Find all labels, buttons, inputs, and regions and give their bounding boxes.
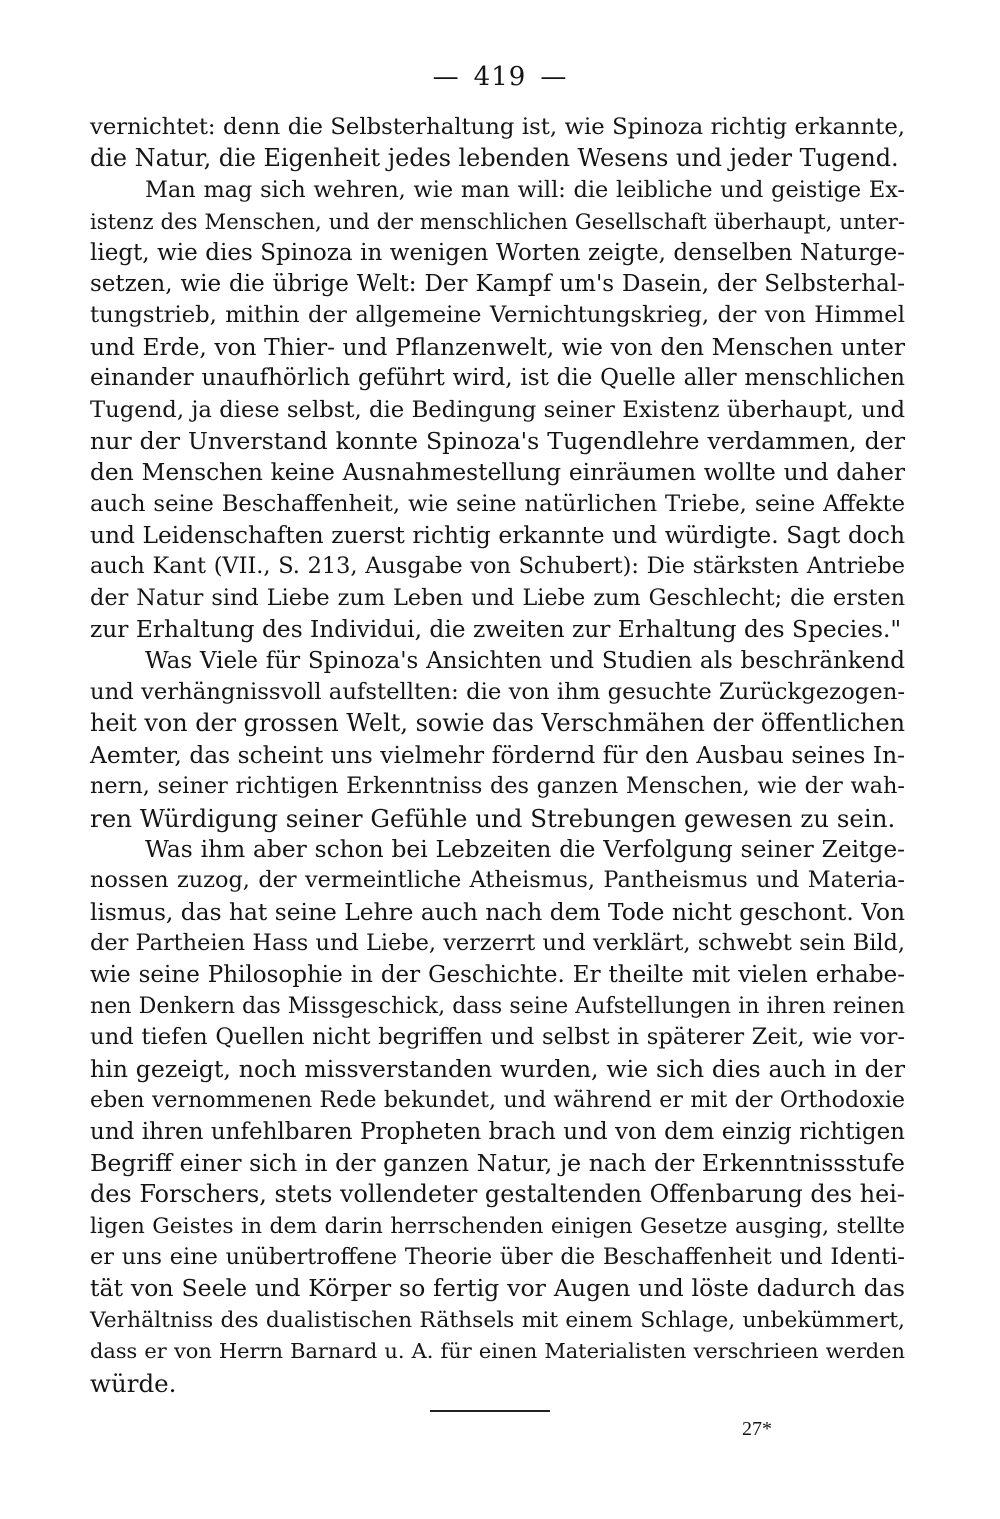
- text-line: und Erde, von Thier- und Pflanzenwelt, wie von den Menschen unter: [90, 333, 905, 361]
- text-line: und ihren unfehlbaren Propheten brach und von dem einzig richtigen: [90, 1118, 905, 1145]
- text-line: nern, seiner richtigen Erkenntniss des ganzen Menschen, wie der wah-: [90, 773, 905, 800]
- text-line: zur Erhaltung des Individui, die zweiten zur Erhaltung des Species.": [90, 616, 902, 644]
- text-line: setzen, wie die übrige Welt: Der Kampf um's Dasein, der Selbsterhal-: [90, 270, 905, 297]
- text-line: einander unaufhörlich geführt wird, ist die Quelle aller menschlichen: [90, 365, 905, 392]
- text-line: eben vernommenen Rede bekundet, und während er mit der Orthodoxie: [90, 1087, 905, 1114]
- text-line: und Leidenschaften zuerst richtig erkannte und würdigte. Sagt doch: [90, 522, 905, 550]
- text-line: Aemter, das scheint uns vielmehr fördernd für den Ausbau seines In-: [90, 741, 905, 769]
- text-line: der Partheien Hass und Liebe, verzerrt und verklärt, schwebt sein Bild,: [90, 930, 905, 957]
- text-line: und tiefen Quellen nicht begriffen und selbst in späterer Zeit, wie vor-: [90, 1024, 905, 1051]
- text-line: der Natur sind Liebe zum Leben und Liebe zum Geschlecht; die ersten: [90, 584, 905, 611]
- text-line: Was ihm aber schon bei Lebzeiten die Verfolgung seiner Zeitge-: [145, 835, 905, 863]
- text-line: nossen zuzog, der vermeintliche Atheismus, Pantheismus und Materia-: [90, 867, 905, 894]
- text-line: dass er von Herrn Barnard u. A. für einen Materialisten verschrieen werden: [90, 1339, 905, 1364]
- text-line: Begriff einer sich in der ganzen Natur, je nach der Erkenntnissstufe: [90, 1148, 905, 1177]
- signature-mark: 27*: [742, 1418, 772, 1440]
- body-text: [90, 112, 905, 1399]
- text-line: auch Kant (VII., S. 213, Ausgabe von Schubert): Die stärksten Antriebe: [90, 553, 905, 580]
- text-line: hin gezeigt, noch missverstanden wurden, wie sich dies auch in der: [90, 1054, 905, 1083]
- text-line: tät von Seele und Körper so fertig vor Augen und löste dadurch das: [90, 1274, 905, 1303]
- text-line: Verhältniss des dualistischen Räthsels mit einem Schlage, unbekümmert,: [90, 1307, 905, 1333]
- text-line: Tugend, ja diese selbst, die Bedingung seiner Existenz überhaupt, und: [90, 396, 905, 423]
- text-line: lismus, das hat seine Lehre auch nach dem Tode nicht geschont. Von: [90, 898, 905, 926]
- text-line: die Natur, die Eigenheit jedes lebenden Wesens und jeder Tugend.: [90, 144, 899, 173]
- text-line: vernichtet: denn die Selbsterhaltung ist, wie Spinoza richtig erkannte,: [90, 114, 905, 140]
- text-line: tungstrieb, mithin der allgemeine Vernichtungskrieg, der von Himmel: [90, 302, 905, 329]
- text-line: auch seine Beschaffenheit, wie seine natürlichen Triebe, seine Affekte: [90, 490, 905, 517]
- text-line: istenz des Menschen, und der menschlichen Gesellschaft überhaupt, unter-: [90, 209, 905, 235]
- text-line: würde.: [90, 1368, 177, 1398]
- page-number: 419: [473, 62, 527, 92]
- text-line: ligen Geistes in dem darin herrschenden einigen Gesetze ausging, stellte: [90, 1213, 905, 1239]
- text-line: nur der Unverstand konnte Spinoza's Tugendlehre verdammen, der: [90, 426, 905, 455]
- text-line: den Menschen keine Ausnahmestellung einräumen wollte und daher: [90, 459, 905, 487]
- text-line: nen Denkern das Missgeschick, dass seine Aufstellungen in ihren reinen: [90, 992, 905, 1019]
- text-line: und verhängnissvoll aufstellten: die von ihm gesuchte Zurückgezogen-: [90, 679, 905, 706]
- text-line: ren Würdigung seiner Gefühle und Strebungen gewesen zu sein.: [90, 803, 896, 833]
- page-number-dash-left: —: [432, 62, 460, 92]
- text-line: liegt, wie dies Spinoza in wenigen Worten zeigte, denselben Naturge-: [90, 239, 905, 266]
- page-header: [0, 62, 1000, 92]
- text-line: wie seine Philosophie in der Geschichte. Er theilte mit vielen erhabe-: [90, 961, 905, 988]
- page-number-dash-right: —: [540, 62, 568, 92]
- text-line: des Forschers, stets vollendeter gestaltenden Offenbarung des hei-: [90, 1180, 905, 1209]
- text-line: Was Viele für Spinoza's Ansichten und Studien als beschränkend: [145, 647, 905, 674]
- text-line: heit von der grossen Welt, sowie das Verschmähen der öffentlichen: [90, 709, 905, 738]
- text-line: Man mag sich wehren, wie man will: die leibliche und geistige Ex-: [145, 176, 905, 203]
- footer-rule: [430, 1410, 550, 1412]
- text-line: er uns eine unübertroffene Theorie über die Beschaffenheit und Identi-: [90, 1244, 905, 1271]
